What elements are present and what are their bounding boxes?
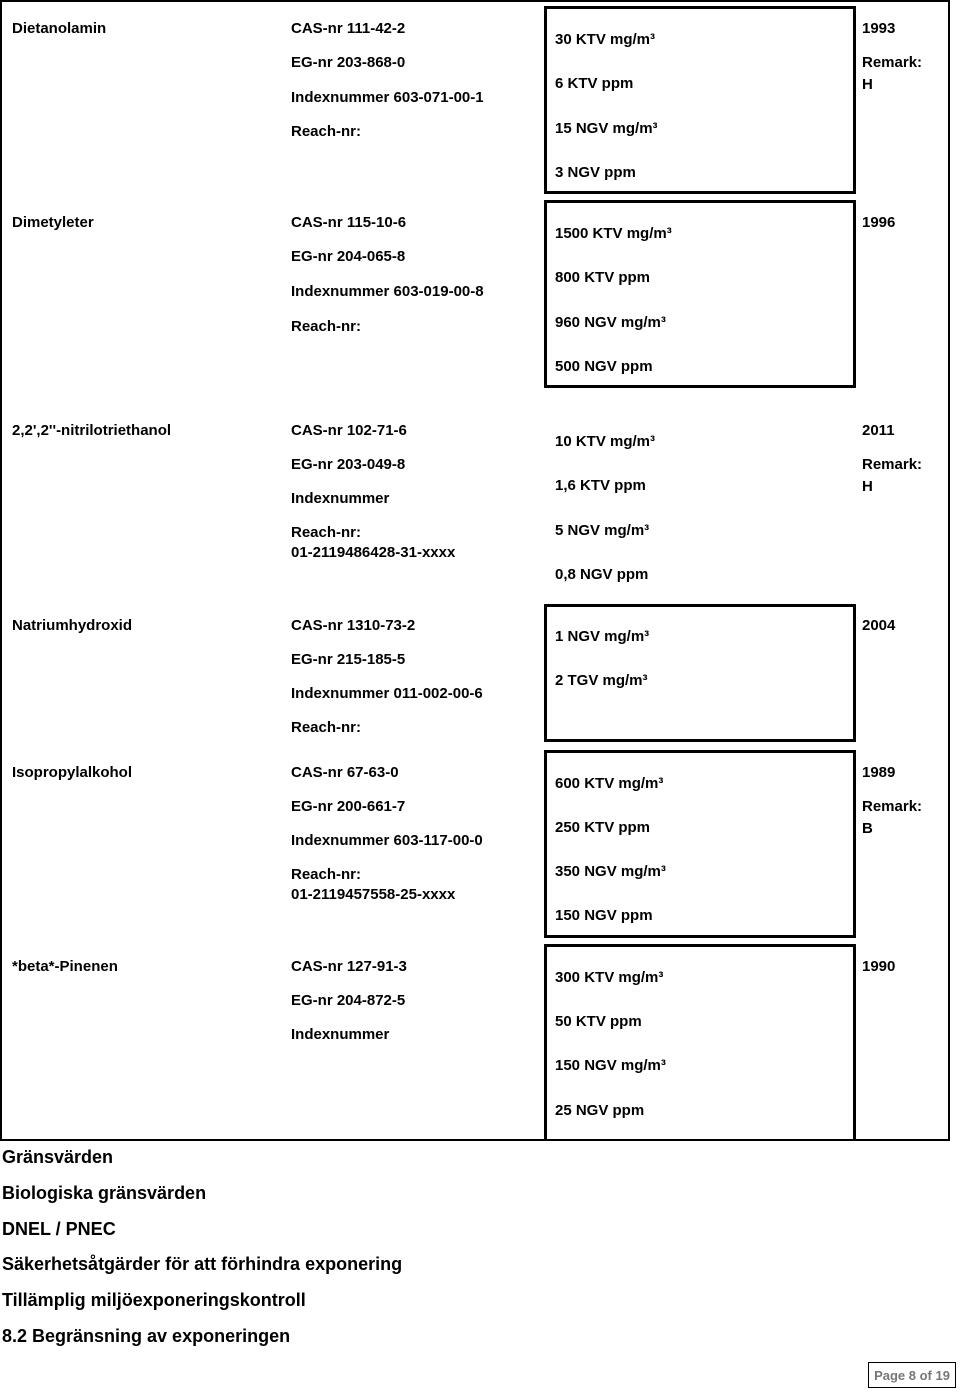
limit-value: 800 KTV ppm <box>555 269 651 286</box>
eg-number: EG-nr 203-868-0 <box>291 54 406 71</box>
limit-value: 150 NGV ppm <box>555 907 653 924</box>
limit-value: 10 KTV mg/m³ <box>555 433 656 450</box>
year: 1989 <box>862 764 896 781</box>
limit-value: 1,6 KTV ppm <box>555 477 646 494</box>
substance-name: 2,2',2''-nitrilotriethanol <box>12 422 172 439</box>
limit-value: 3 NGV ppm <box>555 164 636 181</box>
eg-number: EG-nr 215-185-5 <box>291 651 406 668</box>
remark-label: Remark: <box>862 54 923 71</box>
section-heading: Biologiska gränsvärden <box>2 1183 207 1203</box>
substance-name: *beta*-Pinenen <box>12 958 118 975</box>
index-number: Indexnummer 603-071-00-1 <box>291 89 484 106</box>
remark-value: H <box>862 478 873 495</box>
limit-value: 1 NGV mg/m³ <box>555 628 650 645</box>
reach-number: Reach-nr: <box>291 866 362 883</box>
index-number: Indexnummer <box>291 1026 390 1043</box>
cas-number: CAS-nr 111-42-2 <box>291 20 406 37</box>
limit-values-box <box>544 200 856 388</box>
limit-value: 960 NGV mg/m³ <box>555 314 666 331</box>
eg-number: EG-nr 204-872-5 <box>291 992 406 1009</box>
index-number: Indexnummer 011-002-00-6 <box>291 685 483 702</box>
limit-value: 300 KTV mg/m³ <box>555 969 664 986</box>
reach-number: Reach-nr: <box>291 524 362 541</box>
year: 2011 <box>862 422 895 439</box>
year: 1990 <box>862 958 896 975</box>
limit-value: 6 KTV ppm <box>555 75 634 92</box>
limit-value: 600 KTV mg/m³ <box>555 775 664 792</box>
limit-value: 5 NGV mg/m³ <box>555 522 650 539</box>
remark-value: B <box>862 820 873 837</box>
limit-value: 25 NGV ppm <box>555 1102 645 1119</box>
limit-value: 15 NGV mg/m³ <box>555 120 658 137</box>
substance-name: Dietanolamin <box>12 20 107 37</box>
section-heading: DNEL / PNEC <box>2 1219 116 1239</box>
section-heading: Gränsvärden <box>2 1147 114 1167</box>
cas-number: CAS-nr 115-10-6 <box>291 214 407 231</box>
eg-number: EG-nr 204-065-8 <box>291 248 406 265</box>
substance-name: Natriumhydroxid <box>12 617 133 634</box>
limit-value: 150 NGV mg/m³ <box>555 1057 666 1074</box>
substance-name: Isopropylalkohol <box>12 764 133 781</box>
section-heading: 8.2 Begränsning av exponeringen <box>2 1326 291 1346</box>
cas-number: CAS-nr 67-63-0 <box>291 764 399 781</box>
section-heading: Tillämplig miljöexponeringskontroll <box>2 1290 306 1310</box>
reach-number: Reach-nr: <box>291 318 362 335</box>
limit-values-box <box>544 408 856 596</box>
limit-value: 1500 KTV mg/m³ <box>555 225 672 242</box>
index-number: Indexnummer 603-117-00-0 <box>291 832 483 849</box>
reach-number-value: 01-2119486428-31-xxxx <box>291 544 456 561</box>
limit-value: 350 NGV mg/m³ <box>555 863 666 880</box>
limit-value: 50 KTV ppm <box>555 1013 642 1030</box>
limit-values-box <box>544 750 856 938</box>
year: 1993 <box>862 20 896 37</box>
cas-number: CAS-nr 127-91-3 <box>291 958 407 975</box>
section-heading: Säkerhetsåtgärder för att förhindra exponering <box>2 1254 403 1274</box>
limit-value: 2 TGV mg/m³ <box>555 672 648 689</box>
remark-label: Remark: <box>862 456 923 473</box>
limit-value: 30 KTV mg/m³ <box>555 31 656 48</box>
cas-number: CAS-nr 102-71-6 <box>291 422 407 439</box>
reach-number: Reach-nr: <box>291 123 362 140</box>
limit-values-box <box>544 944 856 1140</box>
page-number: Page 8 of 19 <box>868 1362 956 1388</box>
eg-number: EG-nr 200-661-7 <box>291 798 406 815</box>
index-number: Indexnummer <box>291 490 390 507</box>
remark-label: Remark: <box>862 798 923 815</box>
year: 2004 <box>862 617 896 634</box>
limit-value: 250 KTV ppm <box>555 819 651 836</box>
limit-value: 500 NGV ppm <box>555 358 653 375</box>
substance-name: Dimetyleter <box>12 214 94 231</box>
reach-number: Reach-nr: <box>291 719 362 736</box>
eg-number: EG-nr 203-049-8 <box>291 456 406 473</box>
remark-value: H <box>862 76 873 93</box>
year: 1996 <box>862 214 896 231</box>
cas-number: CAS-nr 1310-73-2 <box>291 617 416 634</box>
limit-values-box <box>544 604 856 742</box>
limit-values-box <box>544 6 856 194</box>
reach-number-value: 01-2119457558-25-xxxx <box>291 886 456 903</box>
limit-value: 0,8 NGV ppm <box>555 566 649 583</box>
index-number: Indexnummer 603-019-00-8 <box>291 283 484 300</box>
